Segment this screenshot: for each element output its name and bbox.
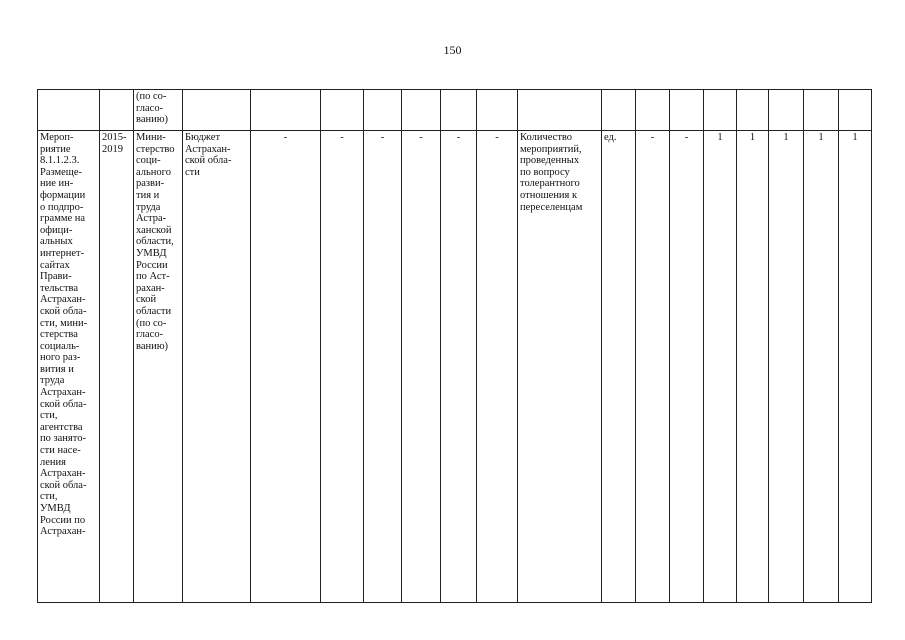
cell-indicator-value xyxy=(704,131,737,603)
funding-source-text: Бюджет Астрахан- ской обла- сти xyxy=(185,132,232,178)
cell-indicator-value xyxy=(636,131,670,603)
cell-executor-continued xyxy=(134,90,183,131)
cell-empty xyxy=(364,90,402,131)
cell-indicator-value xyxy=(670,131,704,603)
financing-value: - xyxy=(380,132,385,143)
financing-value: - xyxy=(456,132,461,143)
cell-financing xyxy=(364,131,402,603)
indicator-value: - xyxy=(684,132,689,143)
cell-executor xyxy=(134,131,183,603)
cell-empty xyxy=(402,90,441,131)
cell-empty xyxy=(636,90,670,131)
cell-funding-source xyxy=(183,131,251,603)
cell-financing xyxy=(321,131,364,603)
cell-indicator-value xyxy=(839,131,872,603)
cell-empty xyxy=(321,90,364,131)
table-row xyxy=(38,90,872,131)
indicator-value: - xyxy=(650,132,655,143)
cell-empty xyxy=(518,90,602,131)
cell-empty xyxy=(670,90,704,131)
cell-financing xyxy=(402,131,441,603)
executor-tail-text: (по со- гласо- ванию) xyxy=(136,91,169,126)
cell-empty xyxy=(737,90,769,131)
cell-financing xyxy=(477,131,518,603)
indicator-value: 1 xyxy=(717,132,723,143)
cell-empty xyxy=(183,90,251,131)
cell-empty xyxy=(769,90,804,131)
indicator-value: 1 xyxy=(818,132,824,143)
table-row xyxy=(38,131,872,603)
cell-indicator xyxy=(518,131,602,603)
cell-financing xyxy=(441,131,477,603)
cell-indicator-value xyxy=(737,131,769,603)
financing-value: - xyxy=(340,132,344,143)
cell-empty xyxy=(100,90,134,131)
indicator-value: 1 xyxy=(749,132,756,143)
cell-empty xyxy=(704,90,737,131)
cell-empty xyxy=(477,90,518,131)
cell-financing xyxy=(251,131,321,603)
period-text: 2015- 2019 xyxy=(102,132,127,155)
financing-value: - xyxy=(495,132,499,143)
activity-name-text: Мероп- риятие 8.1.1.2.3. Размеще- ние ин- формации о подпро- грамме на офици- альных интернет- сайтах Прави- тельства Астрахан- ской обла- сти, мини- стерства социаль- ного раз- вития и труда Астрахан- ской обла- сти, агентства по занято- сти насе- ления Астрахан- ской обла- сти, УМВД России по Астрахан- xyxy=(40,132,88,538)
financing-value: - xyxy=(283,132,288,143)
cell-empty xyxy=(602,90,636,131)
cell-empty xyxy=(38,90,100,131)
indicator-text: Количество мероприятий, проведенных по вопросу толерантного отношения к переселенцам xyxy=(520,132,583,213)
cell-empty xyxy=(441,90,477,131)
cell-period xyxy=(100,131,134,603)
program-table xyxy=(37,89,872,603)
cell-indicator-value xyxy=(769,131,804,603)
cell-unit xyxy=(602,131,636,603)
executor-text: Мини- стерство соци- ального разви- тия и труда Астра- ханской области, УМВД России по Аст- рахан- ской области (по со- гласо- ванию) xyxy=(136,132,175,352)
cell-empty xyxy=(839,90,872,131)
cell-activity-name xyxy=(38,131,100,603)
unit-text: ед. xyxy=(604,132,617,143)
page-number: 150 xyxy=(443,43,462,57)
indicator-value: 1 xyxy=(783,132,789,143)
indicator-value: 1 xyxy=(852,132,858,143)
financing-value: - xyxy=(419,132,423,143)
cell-indicator-value xyxy=(804,131,839,603)
cell-empty xyxy=(804,90,839,131)
cell-empty xyxy=(251,90,321,131)
